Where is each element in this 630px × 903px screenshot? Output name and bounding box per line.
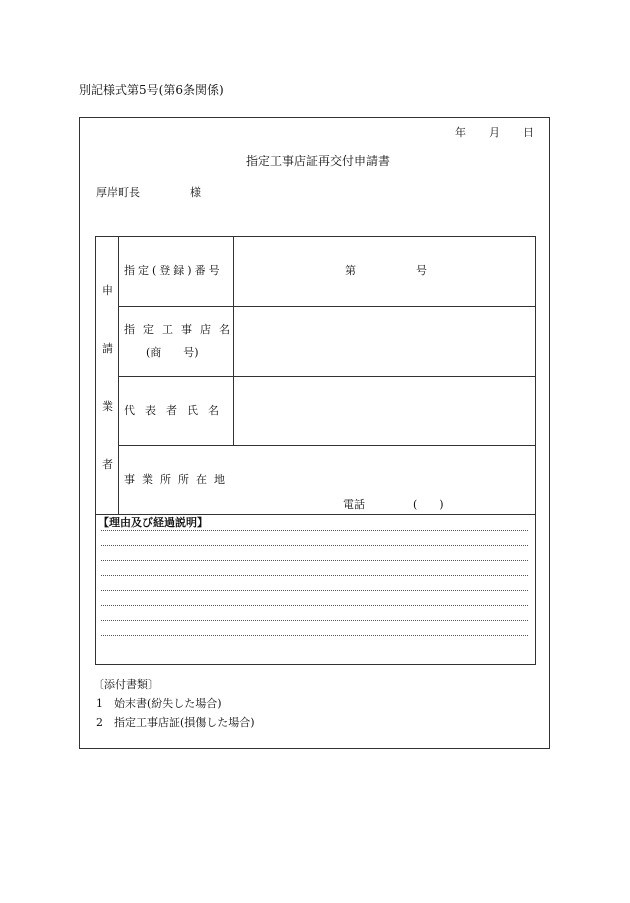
addressee-honorific: 様 <box>190 186 201 199</box>
writing-line <box>101 530 528 531</box>
addressee-name: 厚岸町長 <box>96 186 140 199</box>
representative-label: 代表者氏名 <box>124 404 229 417</box>
phone-label: 電話 <box>343 498 365 511</box>
shop-name-label: 指定工事店名 <box>124 323 238 336</box>
reason-heading: 【理由及び経過説明】 <box>98 516 208 529</box>
table-divider <box>95 514 536 515</box>
applicant-table <box>95 236 536 665</box>
writing-line <box>101 635 528 636</box>
attachment-text: 指定工事店証(損傷した場合) <box>114 716 255 729</box>
table-divider <box>118 445 536 446</box>
applicant-label-char: 請 <box>102 342 113 355</box>
date-day-label: 日 <box>523 126 534 139</box>
writing-line <box>101 620 528 621</box>
table-divider <box>118 236 119 514</box>
form-reference: 別記様式第5号(第6条関係) <box>79 83 224 97</box>
reg-number-label: 指定(登録)番号 <box>124 264 223 277</box>
applicant-label-char: 者 <box>102 458 113 471</box>
date-year-label: 年 <box>455 126 466 139</box>
writing-line <box>101 560 528 561</box>
table-divider <box>118 376 536 377</box>
writing-line <box>101 545 528 546</box>
phone-area-code: ( ) <box>413 498 444 511</box>
attachment-text: 始末書(紛失した場合) <box>114 697 222 710</box>
table-divider <box>233 236 234 446</box>
writing-line <box>101 575 528 576</box>
attachment-number: 2 <box>96 716 103 729</box>
attachments-heading: 〔添付書類〕 <box>93 678 159 691</box>
reg-number-prefix: 第 <box>345 264 356 277</box>
table-divider <box>118 306 536 307</box>
date-month-label: 月 <box>489 126 500 139</box>
writing-line <box>101 590 528 591</box>
writing-line <box>101 605 528 606</box>
reg-number-suffix: 号 <box>416 264 427 277</box>
applicant-label-char: 申 <box>102 284 113 297</box>
shop-name-sublabel: (商 号) <box>146 346 199 359</box>
document-title: 指定工事店証再交付申請書 <box>246 154 391 168</box>
applicant-label-char: 業 <box>102 400 113 413</box>
attachment-number: 1 <box>96 697 103 710</box>
office-address-label: 事業所所在地 <box>124 473 232 486</box>
